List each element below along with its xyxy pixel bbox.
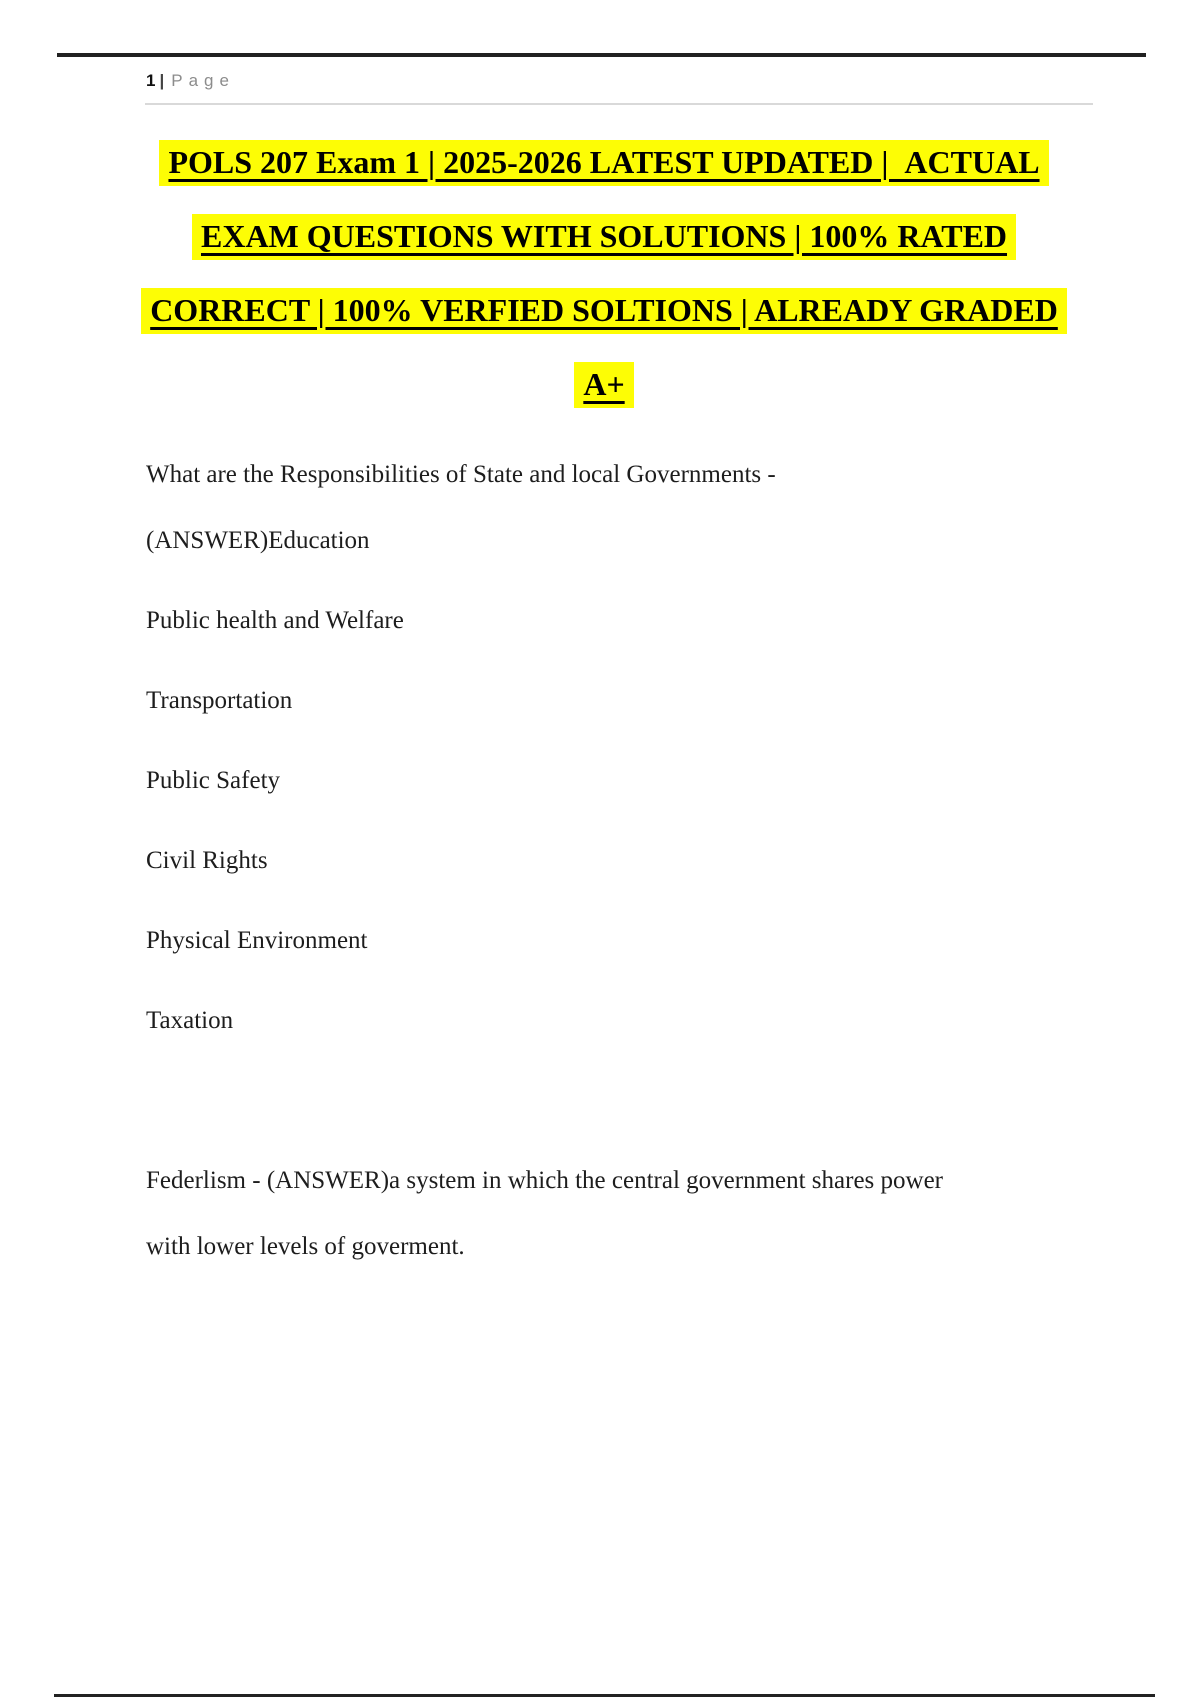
title-line-wrapper	[140, 214, 1068, 288]
top-border-rule	[57, 53, 1146, 57]
body-text-line: (ANSWER)Education	[146, 527, 370, 554]
title-line-wrapper	[140, 362, 1068, 436]
body-text-line: with lower levels of goverment.	[146, 1233, 465, 1260]
header-separator: |	[159, 71, 165, 90]
title-line-wrapper	[140, 140, 1068, 214]
header-underline-rule	[145, 103, 1093, 105]
document-title-line: CORRECT | 100% VERFIED SOLTIONS | ALREADY GRADED	[141, 288, 1067, 334]
body-text-line: Taxation	[146, 1007, 234, 1034]
page-word: Page	[171, 71, 235, 90]
document-title-line: POLS 207 Exam 1 | 2025-2026 LATEST UPDATED | ACTUAL	[159, 140, 1048, 186]
body-text-line: Public health and Welfare	[146, 607, 404, 634]
title-line-wrapper	[140, 288, 1068, 362]
body-text-line: What are the Responsibilities of State and local Governments -	[146, 461, 776, 488]
page-header	[146, 68, 235, 94]
body-text-line: Civil Rights	[146, 847, 268, 874]
document-title-line: EXAM QUESTIONS WITH SOLUTIONS | 100% RATED	[192, 214, 1016, 260]
page-number: 1	[146, 71, 156, 90]
document-body	[146, 442, 1071, 1280]
body-text-line: Federlism - (ANSWER)a system in which the central government shares power	[146, 1167, 944, 1194]
body-text-line: Transportation	[146, 687, 293, 714]
body-blank-line	[146, 1068, 1071, 1134]
document-title	[140, 140, 1068, 436]
document-title-line: A+	[574, 362, 633, 408]
body-text-line: Physical Environment	[146, 927, 368, 954]
bottom-border-rule	[54, 1694, 1155, 1697]
body-text-line: Public Safety	[146, 767, 281, 794]
